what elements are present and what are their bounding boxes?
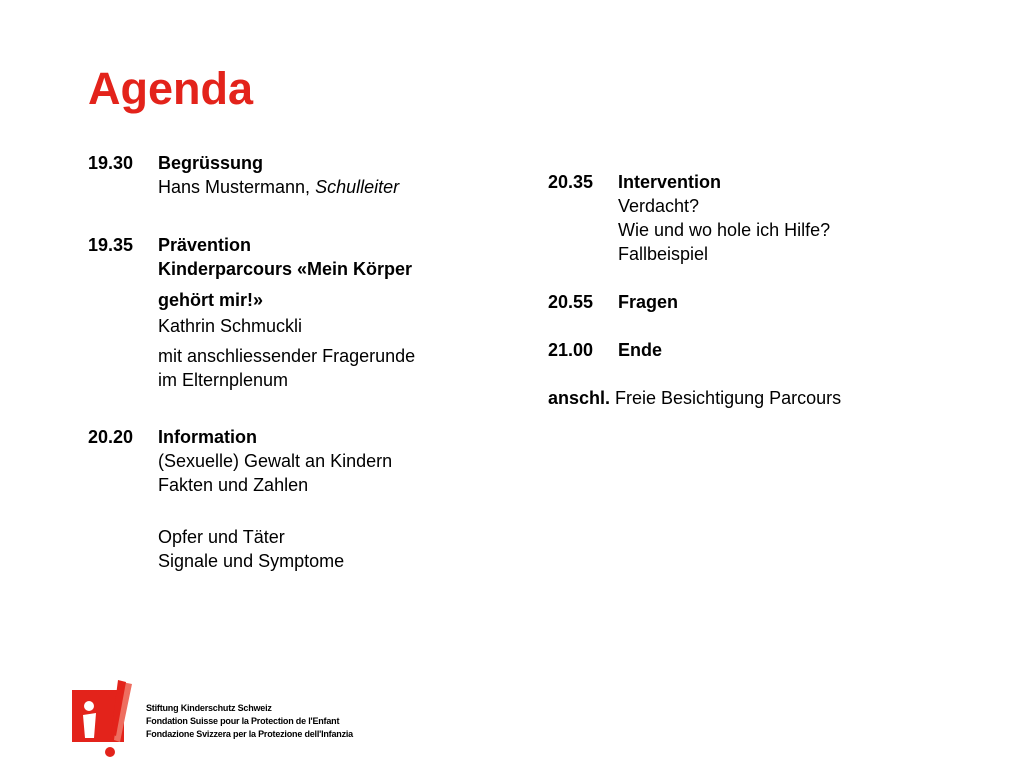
agenda-note-2: im Elternplenum — [158, 370, 289, 390]
agenda-info-line-4: Signale und Symptome — [158, 551, 345, 571]
agenda-speaker-line — [158, 175, 399, 199]
agenda-heading-fragen: Fragen — [618, 292, 679, 312]
agenda-subtitle-1: Kinderparcours «Mein Körper — [158, 259, 413, 279]
agenda-heading-begruessung: Begrüssung — [158, 153, 264, 173]
logo-i-dot — [84, 701, 94, 711]
agenda-speaker: Kathrin Schmuckli — [158, 316, 303, 336]
foundation-name-it: Fondazione Svizzera per la Protezione dell'Infanzia — [146, 729, 353, 739]
agenda-closing-label: anschl. — [548, 388, 611, 408]
agenda-heading-praevention: Prävention — [158, 235, 252, 255]
agenda-intervention-line-1: Verdacht? — [618, 196, 700, 216]
speaker-role: Schulleiter — [315, 177, 400, 197]
agenda-note-1: mit anschliessender Fragerunde — [158, 346, 416, 366]
agenda-info-line-2: Fakten und Zahlen — [158, 475, 309, 495]
agenda-time-2020: 20.20 — [88, 427, 134, 447]
foundation-name-fr: Fondation Suisse pour la Protection de l'Enfant — [146, 716, 340, 726]
logo-i-stem — [83, 713, 96, 738]
agenda-closing-line — [548, 386, 841, 410]
agenda-info-line-1: (Sexuelle) Gewalt an Kindern — [158, 451, 393, 471]
foundation-logo-icon — [72, 680, 138, 760]
agenda-time-2035: 20.35 — [548, 172, 594, 192]
agenda-closing-text: Freie Besichtigung Parcours — [610, 388, 842, 408]
agenda-time-1935: 19.35 — [88, 235, 134, 255]
agenda-heading-ende: Ende — [618, 340, 663, 360]
agenda-time-2100: 21.00 — [548, 340, 594, 360]
page-title: Agenda — [88, 63, 254, 114]
agenda-time-1930: 19.30 — [88, 153, 134, 173]
agenda-info-line-3: Opfer und Täter — [158, 527, 285, 547]
agenda-intervention-line-2: Wie und wo hole ich Hilfe? — [618, 220, 831, 240]
foundation-name-de: Stiftung Kinderschutz Schweiz — [146, 703, 272, 713]
agenda-heading-information: Information — [158, 427, 257, 447]
foundation-name-block — [146, 702, 353, 741]
agenda-heading-intervention: Intervention — [618, 172, 722, 192]
agenda-time-2055: 20.55 — [548, 292, 594, 312]
logo-exclamation-dot — [105, 747, 115, 757]
speaker-name: Hans Mustermann, — [158, 177, 316, 197]
agenda-subtitle-2: gehört mir!» — [158, 290, 264, 310]
agenda-intervention-line-3: Fallbeispiel — [618, 244, 709, 264]
